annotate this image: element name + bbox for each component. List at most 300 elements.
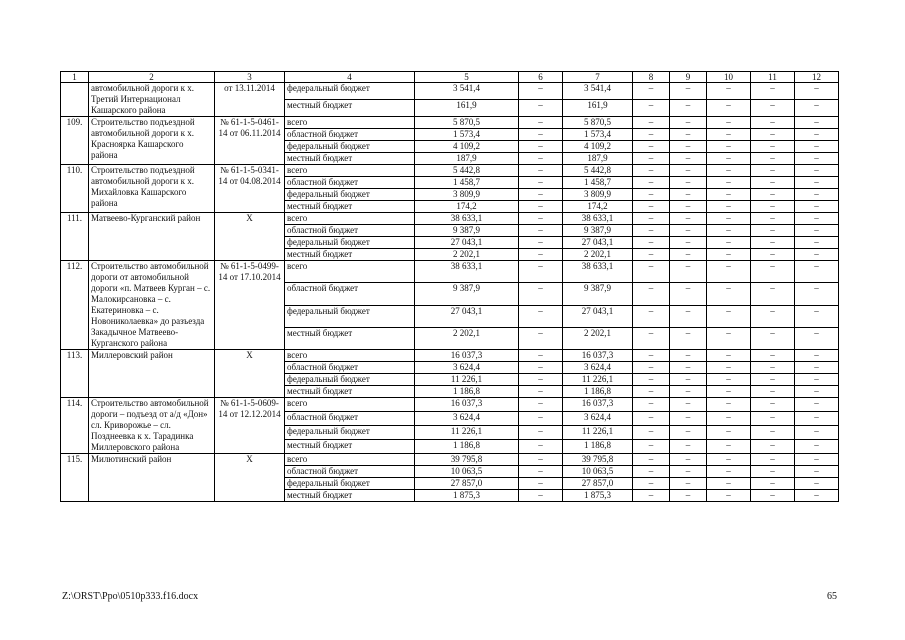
value-cell-col-8: –: [633, 117, 670, 129]
value-cell-col-12: –: [795, 283, 839, 305]
value-cell-col-11: –: [751, 362, 795, 374]
value-cell-col-5: 27 857,0: [415, 478, 519, 490]
budget-source: местный бюджет: [285, 327, 415, 349]
value-cell-col-12: –: [795, 177, 839, 189]
value-cell-col-5: 1 186,8: [415, 386, 519, 398]
object-name: Строительство автомобильной дороги от автомобильной дороги «п. Матвеев Курган – с. Малокирсановка – с. Екатериновка – с. Новониколаевка» до разъезда Закадычное Матвеево-Курганского района: [89, 261, 215, 350]
budget-source: всего: [285, 398, 415, 412]
value-cell-col-6: –: [519, 213, 563, 225]
budget-source: федеральный бюджет: [285, 189, 415, 201]
value-cell-col-5: 16 037,3: [415, 398, 519, 412]
value-cell-col-10: –: [707, 426, 751, 440]
budget-source: областной бюджет: [285, 283, 415, 305]
value-cell-col-8: –: [633, 153, 670, 165]
value-cell-col-11: –: [751, 189, 795, 201]
budget-source: федеральный бюджет: [285, 374, 415, 386]
value-cell-col-10: –: [707, 305, 751, 327]
column-number-row: [61, 72, 839, 83]
value-cell-col-11: –: [751, 153, 795, 165]
entry-number: 110.: [61, 165, 89, 213]
value-cell-col-12: –: [795, 362, 839, 374]
column-number-1: 1: [61, 72, 89, 83]
value-cell-col-8: –: [633, 83, 670, 100]
value-cell-col-9: –: [670, 165, 707, 177]
value-cell-col-5: 5 870,5: [415, 117, 519, 129]
value-cell-col-8: –: [633, 249, 670, 261]
value-cell-col-8: –: [633, 237, 670, 249]
value-cell-col-7: 39 795,8: [563, 454, 633, 466]
value-cell-col-6: –: [519, 153, 563, 165]
value-cell-col-9: –: [670, 117, 707, 129]
value-cell-col-11: –: [751, 440, 795, 454]
value-cell-col-5: 161,9: [415, 100, 519, 117]
budget-source: всего: [285, 454, 415, 466]
value-cell-col-11: –: [751, 177, 795, 189]
budget-source: областной бюджет: [285, 466, 415, 478]
object-name: автомобильной дороги к х. Третий Интернационал Кашарского района: [89, 83, 215, 117]
value-cell-col-6: –: [519, 440, 563, 454]
value-cell-col-11: –: [751, 350, 795, 362]
value-cell-col-6: –: [519, 165, 563, 177]
value-cell-col-7: 5 870,5: [563, 117, 633, 129]
value-cell-col-7: 16 037,3: [563, 398, 633, 412]
value-cell-col-6: –: [519, 83, 563, 100]
value-cell-col-9: –: [670, 153, 707, 165]
value-cell-col-5: 174,2: [415, 201, 519, 213]
value-cell-col-12: –: [795, 100, 839, 117]
value-cell-col-6: –: [519, 201, 563, 213]
value-cell-col-11: –: [751, 201, 795, 213]
value-cell-col-6: –: [519, 478, 563, 490]
table-row: [61, 213, 839, 225]
budget-source: местный бюджет: [285, 153, 415, 165]
budget-source: местный бюджет: [285, 386, 415, 398]
value-cell-col-8: –: [633, 283, 670, 305]
value-cell-col-6: –: [519, 386, 563, 398]
budget-source: всего: [285, 117, 415, 129]
value-cell-col-8: –: [633, 478, 670, 490]
value-cell-col-9: –: [670, 490, 707, 502]
value-cell-col-10: –: [707, 466, 751, 478]
value-cell-col-8: –: [633, 350, 670, 362]
value-cell-col-9: –: [670, 426, 707, 440]
column-number-4: 4: [285, 72, 415, 83]
value-cell-col-8: –: [633, 490, 670, 502]
column-number-3: 3: [215, 72, 285, 83]
value-cell-col-11: –: [751, 261, 795, 283]
value-cell-col-12: –: [795, 249, 839, 261]
value-cell-col-12: –: [795, 490, 839, 502]
budget-source: местный бюджет: [285, 201, 415, 213]
value-cell-col-10: –: [707, 237, 751, 249]
value-cell-col-8: –: [633, 100, 670, 117]
value-cell-col-5: 3 541,4: [415, 83, 519, 100]
value-cell-col-11: –: [751, 412, 795, 426]
value-cell-col-8: –: [633, 454, 670, 466]
value-cell-col-12: –: [795, 237, 839, 249]
value-cell-col-12: –: [795, 141, 839, 153]
value-cell-col-11: –: [751, 398, 795, 412]
budget-source: местный бюджет: [285, 440, 415, 454]
value-cell-col-9: –: [670, 225, 707, 237]
value-cell-col-12: –: [795, 305, 839, 327]
value-cell-col-8: –: [633, 362, 670, 374]
value-cell-col-6: –: [519, 327, 563, 349]
value-cell-col-11: –: [751, 213, 795, 225]
value-cell-col-5: 1 875,3: [415, 490, 519, 502]
value-cell-col-10: –: [707, 153, 751, 165]
value-cell-col-6: –: [519, 177, 563, 189]
value-cell-col-5: 2 202,1: [415, 249, 519, 261]
column-number-11: 11: [751, 72, 795, 83]
value-cell-col-12: –: [795, 261, 839, 283]
value-cell-col-10: –: [707, 141, 751, 153]
table-row: [61, 454, 839, 466]
value-cell-col-7: 9 387,9: [563, 283, 633, 305]
document-reference: Х: [215, 350, 285, 398]
value-cell-col-8: –: [633, 141, 670, 153]
column-number-6: 6: [519, 72, 563, 83]
value-cell-col-5: 4 109,2: [415, 141, 519, 153]
value-cell-col-7: 4 109,2: [563, 141, 633, 153]
value-cell-col-6: –: [519, 412, 563, 426]
value-cell-col-10: –: [707, 177, 751, 189]
budget-source: всего: [285, 261, 415, 283]
value-cell-col-6: –: [519, 117, 563, 129]
value-cell-col-10: –: [707, 398, 751, 412]
object-name: Строительство автомобильной дороги – подъезд от а/д «Дон» сл. Криворожье – сл. Позднеевка к х. Тарадинка Миллеровского района: [89, 398, 215, 454]
value-cell-col-10: –: [707, 283, 751, 305]
value-cell-col-6: –: [519, 225, 563, 237]
value-cell-col-7: 27 043,1: [563, 305, 633, 327]
value-cell-col-6: –: [519, 100, 563, 117]
value-cell-col-9: –: [670, 237, 707, 249]
value-cell-col-5: 3 624,4: [415, 412, 519, 426]
value-cell-col-12: –: [795, 83, 839, 100]
value-cell-col-11: –: [751, 249, 795, 261]
value-cell-col-7: 1 573,4: [563, 129, 633, 141]
object-name: Милютинский район: [89, 454, 215, 502]
value-cell-col-10: –: [707, 362, 751, 374]
value-cell-col-10: –: [707, 454, 751, 466]
value-cell-col-12: –: [795, 165, 839, 177]
table-body: [61, 83, 839, 502]
value-cell-col-8: –: [633, 398, 670, 412]
budget-source: местный бюджет: [285, 249, 415, 261]
value-cell-col-5: 27 043,1: [415, 305, 519, 327]
value-cell-col-7: 11 226,1: [563, 426, 633, 440]
value-cell-col-5: 11 226,1: [415, 426, 519, 440]
value-cell-col-5: 3 624,4: [415, 362, 519, 374]
value-cell-col-10: –: [707, 201, 751, 213]
value-cell-col-6: –: [519, 189, 563, 201]
value-cell-col-9: –: [670, 478, 707, 490]
table-row: [61, 350, 839, 362]
value-cell-col-9: –: [670, 261, 707, 283]
value-cell-col-7: 1 875,3: [563, 490, 633, 502]
value-cell-col-9: –: [670, 386, 707, 398]
value-cell-col-5: 27 043,1: [415, 237, 519, 249]
value-cell-col-11: –: [751, 374, 795, 386]
entry-number: 113.: [61, 350, 89, 398]
budget-source: областной бюджет: [285, 362, 415, 374]
value-cell-col-8: –: [633, 305, 670, 327]
budget-source: федеральный бюджет: [285, 237, 415, 249]
value-cell-col-6: –: [519, 141, 563, 153]
value-cell-col-8: –: [633, 225, 670, 237]
entry-number: 115.: [61, 454, 89, 502]
value-cell-col-12: –: [795, 478, 839, 490]
value-cell-col-11: –: [751, 478, 795, 490]
budget-source: федеральный бюджет: [285, 478, 415, 490]
value-cell-col-10: –: [707, 374, 751, 386]
object-name: Строительство подъездной автомобильной дороги к х. Красноярка Кашарского района: [89, 117, 215, 165]
value-cell-col-8: –: [633, 213, 670, 225]
value-cell-col-7: 1 458,7: [563, 177, 633, 189]
document-reference: Х: [215, 213, 285, 261]
value-cell-col-10: –: [707, 213, 751, 225]
value-cell-col-8: –: [633, 189, 670, 201]
column-number-5: 5: [415, 72, 519, 83]
value-cell-col-10: –: [707, 117, 751, 129]
value-cell-col-12: –: [795, 412, 839, 426]
value-cell-col-6: –: [519, 466, 563, 478]
budget-table: [60, 71, 839, 502]
value-cell-col-9: –: [670, 189, 707, 201]
document-reference: № 61-1-5-0461-14 от 06.11.2014: [215, 117, 285, 165]
table-row: [61, 83, 839, 100]
value-cell-col-11: –: [751, 466, 795, 478]
value-cell-col-9: –: [670, 362, 707, 374]
budget-source: местный бюджет: [285, 490, 415, 502]
value-cell-col-12: –: [795, 466, 839, 478]
value-cell-col-12: –: [795, 386, 839, 398]
value-cell-col-5: 1 186,8: [415, 440, 519, 454]
value-cell-col-5: 9 387,9: [415, 225, 519, 237]
value-cell-col-10: –: [707, 129, 751, 141]
value-cell-col-8: –: [633, 129, 670, 141]
value-cell-col-6: –: [519, 305, 563, 327]
value-cell-col-10: –: [707, 490, 751, 502]
value-cell-col-7: 3 809,9: [563, 189, 633, 201]
value-cell-col-9: –: [670, 440, 707, 454]
value-cell-col-9: –: [670, 201, 707, 213]
value-cell-col-8: –: [633, 201, 670, 213]
value-cell-col-7: 27 043,1: [563, 237, 633, 249]
value-cell-col-12: –: [795, 225, 839, 237]
value-cell-col-7: 1 186,8: [563, 440, 633, 454]
value-cell-col-11: –: [751, 141, 795, 153]
budget-source: местный бюджет: [285, 100, 415, 117]
value-cell-col-9: –: [670, 100, 707, 117]
value-cell-col-9: –: [670, 177, 707, 189]
value-cell-col-12: –: [795, 327, 839, 349]
value-cell-col-6: –: [519, 350, 563, 362]
value-cell-col-8: –: [633, 177, 670, 189]
value-cell-col-5: 9 387,9: [415, 283, 519, 305]
value-cell-col-10: –: [707, 249, 751, 261]
value-cell-col-11: –: [751, 117, 795, 129]
value-cell-col-7: 2 202,1: [563, 249, 633, 261]
value-cell-col-6: –: [519, 490, 563, 502]
value-cell-col-6: –: [519, 362, 563, 374]
value-cell-col-7: 38 633,1: [563, 213, 633, 225]
value-cell-col-5: 38 633,1: [415, 213, 519, 225]
value-cell-col-5: 3 809,9: [415, 189, 519, 201]
value-cell-col-10: –: [707, 189, 751, 201]
entry-number: [61, 83, 89, 117]
value-cell-col-7: 3 624,4: [563, 412, 633, 426]
document-reference: № 61-1-5-0499-14 от 17.10.2014: [215, 261, 285, 350]
value-cell-col-9: –: [670, 249, 707, 261]
table-row: [61, 261, 839, 283]
value-cell-col-12: –: [795, 213, 839, 225]
value-cell-col-6: –: [519, 283, 563, 305]
value-cell-col-7: 5 442,8: [563, 165, 633, 177]
value-cell-col-12: –: [795, 350, 839, 362]
value-cell-col-12: –: [795, 398, 839, 412]
value-cell-col-6: –: [519, 426, 563, 440]
budget-source: областной бюджет: [285, 412, 415, 426]
document-reference: Х: [215, 454, 285, 502]
value-cell-col-8: –: [633, 327, 670, 349]
value-cell-col-11: –: [751, 237, 795, 249]
value-cell-col-9: –: [670, 213, 707, 225]
value-cell-col-9: –: [670, 374, 707, 386]
object-name: Строительство подъездной автомобильной дороги к х. Михайловка Кашарского района: [89, 165, 215, 213]
value-cell-col-7: 9 387,9: [563, 225, 633, 237]
value-cell-col-12: –: [795, 201, 839, 213]
value-cell-col-11: –: [751, 454, 795, 466]
value-cell-col-7: 3 624,4: [563, 362, 633, 374]
column-number-2: 2: [89, 72, 215, 83]
value-cell-col-7: 3 541,4: [563, 83, 633, 100]
value-cell-col-5: 1 573,4: [415, 129, 519, 141]
value-cell-col-10: –: [707, 327, 751, 349]
value-cell-col-9: –: [670, 466, 707, 478]
value-cell-col-12: –: [795, 426, 839, 440]
value-cell-col-5: 5 442,8: [415, 165, 519, 177]
table-row: [61, 117, 839, 129]
column-number-8: 8: [633, 72, 670, 83]
value-cell-col-5: 16 037,3: [415, 350, 519, 362]
value-cell-col-8: –: [633, 412, 670, 426]
value-cell-col-7: 10 063,5: [563, 466, 633, 478]
value-cell-col-6: –: [519, 129, 563, 141]
column-number-9: 9: [670, 72, 707, 83]
object-name: Матвеево-Курганский район: [89, 213, 215, 261]
value-cell-col-11: –: [751, 100, 795, 117]
value-cell-col-6: –: [519, 249, 563, 261]
value-cell-col-6: –: [519, 454, 563, 466]
value-cell-col-5: 2 202,1: [415, 327, 519, 349]
value-cell-col-8: –: [633, 440, 670, 454]
table-row: [61, 398, 839, 412]
value-cell-col-7: 161,9: [563, 100, 633, 117]
footer-file-path: Z:\ORST\Ppo\0510p333.f16.docx: [62, 591, 199, 602]
value-cell-col-5: 1 458,7: [415, 177, 519, 189]
value-cell-col-6: –: [519, 261, 563, 283]
value-cell-col-11: –: [751, 490, 795, 502]
value-cell-col-7: 27 857,0: [563, 478, 633, 490]
budget-source: всего: [285, 213, 415, 225]
value-cell-col-11: –: [751, 225, 795, 237]
budget-source: федеральный бюджет: [285, 83, 415, 100]
value-cell-col-10: –: [707, 225, 751, 237]
entry-number: 114.: [61, 398, 89, 454]
value-cell-col-9: –: [670, 412, 707, 426]
value-cell-col-7: 2 202,1: [563, 327, 633, 349]
entry-number: 109.: [61, 117, 89, 165]
value-cell-col-6: –: [519, 374, 563, 386]
value-cell-col-12: –: [795, 129, 839, 141]
value-cell-col-5: 187,9: [415, 153, 519, 165]
entry-number: 111.: [61, 213, 89, 261]
value-cell-col-11: –: [751, 327, 795, 349]
value-cell-col-7: 1 186,8: [563, 386, 633, 398]
object-name: Миллеровский район: [89, 350, 215, 398]
value-cell-col-11: –: [751, 83, 795, 100]
column-number-12: 12: [795, 72, 839, 83]
document-reference: от 13.11.2014: [215, 83, 285, 117]
value-cell-col-7: 38 633,1: [563, 261, 633, 283]
value-cell-col-9: –: [670, 398, 707, 412]
value-cell-col-8: –: [633, 426, 670, 440]
value-cell-col-7: 16 037,3: [563, 350, 633, 362]
value-cell-col-8: –: [633, 386, 670, 398]
value-cell-col-11: –: [751, 165, 795, 177]
value-cell-col-12: –: [795, 374, 839, 386]
value-cell-col-5: 39 795,8: [415, 454, 519, 466]
budget-source: всего: [285, 165, 415, 177]
value-cell-col-8: –: [633, 466, 670, 478]
document-reference: № 61-1-5-0609-14 от 12.12.2014: [215, 398, 285, 454]
budget-source: областной бюджет: [285, 225, 415, 237]
value-cell-col-5: 11 226,1: [415, 374, 519, 386]
budget-source: областной бюджет: [285, 129, 415, 141]
value-cell-col-10: –: [707, 100, 751, 117]
value-cell-col-8: –: [633, 374, 670, 386]
value-cell-col-9: –: [670, 350, 707, 362]
entry-number: 112.: [61, 261, 89, 350]
value-cell-col-8: –: [633, 261, 670, 283]
value-cell-col-9: –: [670, 129, 707, 141]
value-cell-col-9: –: [670, 141, 707, 153]
value-cell-col-6: –: [519, 398, 563, 412]
value-cell-col-9: –: [670, 327, 707, 349]
table-row: [61, 165, 839, 177]
value-cell-col-10: –: [707, 350, 751, 362]
value-cell-col-12: –: [795, 189, 839, 201]
value-cell-col-8: –: [633, 165, 670, 177]
column-number-10: 10: [707, 72, 751, 83]
value-cell-col-12: –: [795, 440, 839, 454]
budget-source: областной бюджет: [285, 177, 415, 189]
budget-source: федеральный бюджет: [285, 426, 415, 440]
document-reference: № 61-1-5-0341-14 от 04.08.2014: [215, 165, 285, 213]
value-cell-col-11: –: [751, 283, 795, 305]
column-number-7: 7: [563, 72, 633, 83]
value-cell-col-5: 10 063,5: [415, 466, 519, 478]
value-cell-col-10: –: [707, 261, 751, 283]
value-cell-col-7: 11 226,1: [563, 374, 633, 386]
value-cell-col-12: –: [795, 117, 839, 129]
value-cell-col-11: –: [751, 386, 795, 398]
value-cell-col-10: –: [707, 478, 751, 490]
value-cell-col-5: 38 633,1: [415, 261, 519, 283]
budget-source: всего: [285, 350, 415, 362]
value-cell-col-9: –: [670, 454, 707, 466]
